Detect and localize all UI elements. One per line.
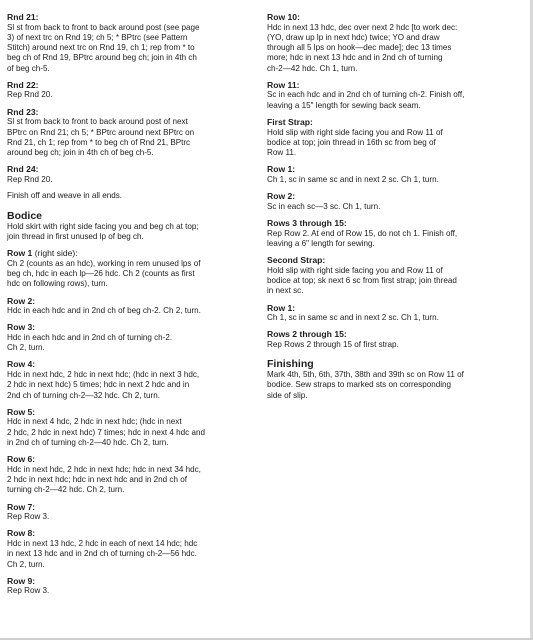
bodice-line: join thread in first unused lp of beg ch. bbox=[7, 231, 144, 241]
row-10-line: Hdc in next 13 hdc, dec over next 2 hdc [to work dec: bbox=[267, 22, 458, 32]
finishing-section bbox=[267, 356, 523, 401]
rnd-22-section bbox=[7, 80, 257, 101]
row-4-line: 2nd ch of turning ch-2—32 hdc. Ch 2, turn. bbox=[7, 390, 160, 400]
second-strap-section bbox=[267, 255, 523, 296]
row-3-line: Hdc in each hdc and in 2nd ch of turning ch-2. bbox=[7, 332, 173, 342]
row-8-line: in next 13 hdc and in 2nd ch of turning ch-2—56 hdc. bbox=[7, 549, 197, 559]
row-6-line: 2 hdc in next hdc; hdc in next hdc and in 2nd ch of bbox=[7, 475, 187, 485]
rnd-23-line: around beg ch; join in 4th ch of beg ch-5. bbox=[7, 148, 154, 158]
finishing-line: side of slip. bbox=[267, 390, 308, 400]
first-strap-line: Hold slip with right side facing you and Row 11 of bbox=[267, 127, 443, 137]
left-column bbox=[7, 12, 257, 640]
first-strap-row-2-line: Sc in each sc—3 sc. Ch 1, turn. bbox=[267, 201, 381, 211]
finishing-line: bodice. Sew straps to marked sts on corresponding bbox=[267, 380, 452, 390]
finish-note: Finish off and weave in all ends. bbox=[7, 191, 123, 201]
row-3-section bbox=[7, 322, 257, 353]
row-5-line: 2 hdc, 2 hdc in next hdc) 7 times; hdc in next 4 hdc and bbox=[7, 427, 205, 437]
first-strap-line: Row 11. bbox=[267, 148, 297, 158]
row-6-line: turning ch-2—42 hdc. Ch 2, turn. bbox=[7, 485, 125, 495]
row-8-section bbox=[7, 528, 257, 569]
first-strap-row-1-line: Ch 1, sc in same sc and in next 2 sc. Ch 1, turn. bbox=[267, 174, 439, 184]
rnd-21-line: Sl st from back to front to back around post (see page bbox=[7, 22, 200, 32]
row-7-heading: Row 7: bbox=[7, 501, 36, 512]
right-column bbox=[267, 12, 523, 640]
row-6-section bbox=[7, 454, 257, 495]
second-strap-rows-2-15-section bbox=[267, 329, 523, 350]
row-1-section bbox=[7, 248, 257, 289]
row-8-line: Hdc in next 13 hdc, 2 hdc in each of next 14 hdc; hdc bbox=[7, 538, 198, 548]
row-7-section bbox=[7, 502, 257, 523]
rnd-24-line: Rep Rnd 20. bbox=[7, 174, 53, 184]
row-11-section bbox=[267, 80, 523, 111]
rnd-21-line: beg ch of Rnd 19, BPtrc around beg ch; join in 4th ch bbox=[7, 53, 197, 63]
row-6-heading: Row 6: bbox=[7, 454, 36, 465]
row-10-section bbox=[267, 12, 523, 74]
row-1-line: Ch 2 (counts as an hdc), working in rem unused lps of bbox=[7, 258, 201, 268]
row-9-heading: Row 9: bbox=[7, 575, 36, 586]
bodice-section bbox=[7, 208, 257, 243]
rnd-22-heading: Rnd 22: bbox=[7, 79, 39, 90]
row-4-line: 2 hdc in next hdc) 5 times; hdc in next 2 hdc and in bbox=[7, 380, 190, 390]
row-11-line: Sc in each hdc and in 2nd ch of turning ch-2. Finish off, bbox=[267, 90, 465, 100]
bodice-line: Hold skirt with right side facing you and beg ch at top; bbox=[7, 221, 199, 231]
first-strap-rows-3-15-line: leaving a 6" length for sewing. bbox=[267, 238, 375, 248]
finish-note-section bbox=[7, 191, 257, 201]
first-strap-section bbox=[267, 117, 523, 158]
row-1-heading bbox=[7, 248, 257, 259]
first-strap-rows-3-15-heading: Rows 3 through 15: bbox=[267, 218, 347, 229]
rnd-22-line: Rep Rnd 20. bbox=[7, 90, 53, 100]
rnd-24-section bbox=[7, 164, 257, 185]
row-6-line: Hdc in next hdc, 2 hdc in next hdc; hdc in next 34 hdc, bbox=[7, 464, 201, 474]
second-strap-rows-2-15-line: Rep Rows 2 through 15 of first strap. bbox=[267, 339, 399, 349]
row-3-line: Ch 2, turn. bbox=[7, 343, 45, 353]
row-5-line: in 2nd ch of turning ch-2—40 hdc. Ch 2, turn. bbox=[7, 437, 169, 447]
row-1-line: hdc on following rows), turn. bbox=[7, 279, 108, 289]
finishing-line: Mark 4th, 5th, 6th, 37th, 38th and 39th sc on Row 11 of bbox=[267, 370, 464, 380]
row-10-line: more; hdc in next 13 hdc and in 2nd ch of turning bbox=[267, 53, 443, 63]
second-strap-line: bodice at top; sk next 6 sc from first strap; join thread bbox=[267, 275, 457, 285]
second-strap-rows-2-15-heading: Rows 2 through 15: bbox=[267, 329, 347, 340]
rnd-23-line: BPtrc on Rnd 21; ch 5; * BPtrc around next BPtrc on bbox=[7, 127, 195, 137]
first-strap-heading: First Strap: bbox=[267, 117, 313, 128]
first-strap-rows-3-15-line: Rep Row 2. At end of Row 15, do not ch 1. Finish off, bbox=[267, 228, 458, 238]
row-2-heading: Row 2: bbox=[7, 295, 36, 306]
first-strap-row-2-heading: Row 2: bbox=[267, 191, 296, 202]
row-9-line: Rep Row 3. bbox=[7, 586, 50, 596]
row-2-line: Hdc in each hdc and in 2nd ch of beg ch-2. Ch 2, turn. bbox=[7, 306, 201, 316]
bodice-title: Bodice bbox=[7, 209, 43, 222]
row-4-line: Hdc in next hdc, 2 hdc in next hdc; (hdc in next 3 hdc, bbox=[7, 369, 200, 379]
row-3-heading: Row 3: bbox=[7, 322, 36, 333]
row-10-line: through all 5 lps on hook—dec made]; dec 13 times bbox=[267, 43, 452, 53]
rnd-21-line: Stitch) around next trc on Rnd 19, ch 1; rep from * to bbox=[7, 43, 195, 53]
row-9-section bbox=[7, 576, 257, 597]
row-8-heading: Row 8: bbox=[7, 528, 36, 539]
row-5-section bbox=[7, 407, 257, 448]
row-2-section bbox=[7, 296, 257, 317]
first-strap-row-2-section bbox=[267, 191, 523, 212]
second-strap-row-1-line: Ch 1, sc in same sc and in next 2 sc. Ch 1, turn. bbox=[267, 313, 439, 323]
rnd-24-heading: Rnd 24: bbox=[7, 164, 39, 175]
row-8-line: Ch 2, turn. bbox=[7, 559, 45, 569]
row-5-line: Hdc in next 4 hdc, 2 hdc in next hdc; (hdc in next bbox=[7, 417, 182, 427]
row-4-heading: Row 4: bbox=[7, 359, 36, 370]
first-strap-rows-3-15-section bbox=[267, 218, 523, 249]
first-strap-line: bodice at top; join thread in 16th sc from beg of bbox=[267, 137, 436, 147]
row-10-heading: Row 10: bbox=[267, 12, 300, 22]
row-1-line: beg ch, hdc in each lp—26 hdc. Ch 2 (counts as first bbox=[7, 268, 195, 278]
second-strap-line: Hold slip with right side facing you and Row 11 of bbox=[267, 265, 443, 275]
row-10-line: (YO, draw up lp in next hdc) twice; YO and draw bbox=[267, 32, 440, 42]
row-11-line: leaving a 15" length for sewing back seam. bbox=[267, 100, 421, 110]
rnd-21-line: 3) of next trc on Rnd 19; ch 5; * BPtrc (see Pattern bbox=[7, 32, 188, 42]
rnd-23-section bbox=[7, 107, 257, 159]
second-strap-line: in next sc. bbox=[267, 286, 304, 296]
first-strap-row-1-section bbox=[267, 164, 523, 185]
second-strap-row-1-heading: Row 1: bbox=[267, 302, 296, 313]
second-strap-row-1-section bbox=[267, 303, 523, 324]
rnd-23-line: Rnd 21, ch 1; rep from * to beg ch of Rnd 21, BPtrc bbox=[7, 137, 191, 147]
rnd-21-line: of beg ch-5. bbox=[7, 63, 50, 73]
row-5-heading: Row 5: bbox=[7, 406, 36, 417]
row-11-heading: Row 11: bbox=[267, 79, 300, 90]
rnd-23-line: Sl st from back to front to back around post of next bbox=[7, 117, 188, 127]
row-4-section bbox=[7, 359, 257, 400]
row-7-line: Rep Row 3. bbox=[7, 512, 50, 522]
first-strap-row-1-heading: Row 1: bbox=[267, 164, 296, 175]
second-strap-heading: Second Strap: bbox=[267, 255, 326, 266]
row-10-line: ch-2—42 hdc. Ch 1, turn. bbox=[267, 63, 358, 73]
row-1-heading-label: Row 1 bbox=[7, 248, 33, 259]
rnd-23-heading: Rnd 23: bbox=[7, 106, 39, 117]
rnd-21-heading: Rnd 21: bbox=[7, 12, 39, 22]
rnd-21-section bbox=[7, 12, 257, 74]
row-1-heading-sub: (right side): bbox=[32, 248, 78, 259]
finishing-title: Finishing bbox=[267, 358, 314, 371]
